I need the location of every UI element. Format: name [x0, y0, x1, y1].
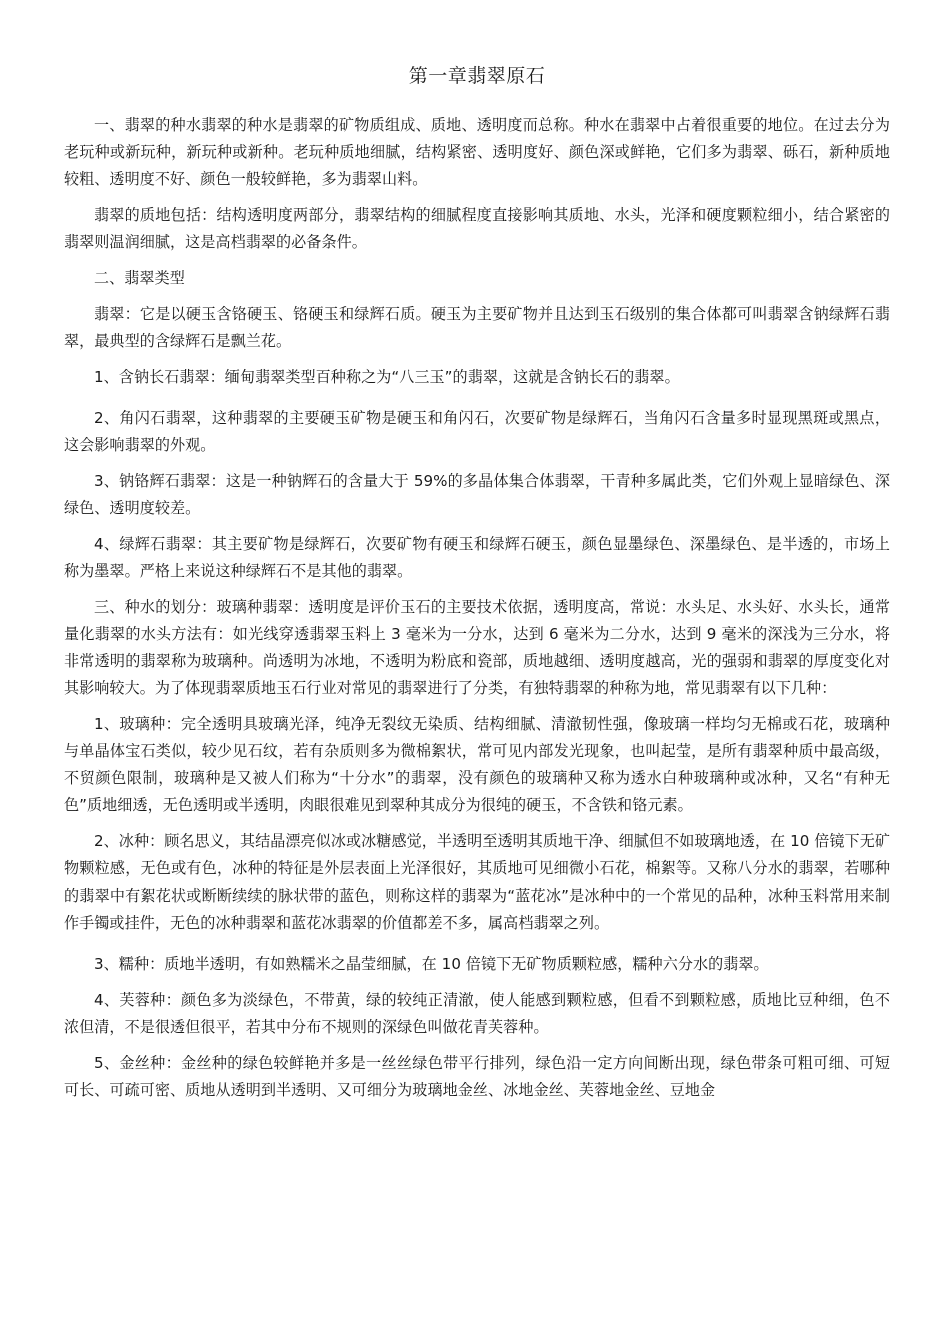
- list-item-gold-silk-type: 5、金丝种：金丝种的绿色较鲜艳并多是一丝丝绿色带平行排列，绿色沿一定方向间断出现，绿色带条可粗可细、可短可长、可疏可密、质地从透明到半透明、又可细分为玻璃地金丝、冰地金丝、芙蓉地金丝、豆地金: [64, 1053, 890, 1099]
- paragraph-jadeite-definition: 翡翠：它是以硬玉含铬硬玉、铬硬玉和绿辉石质。硬玉为主要矿物并且达到玉石级别的集合体都可叫翡翠含钠绿辉石翡翠，最典型的含绿辉石是飘兰花。: [64, 304, 890, 350]
- list-item-ice-type: 2、冰种：顾名思义，其结晶漂亮似冰或冰糖感觉，半透明至透明其质地干净、细腻但不如玻璃地透，在 10 倍镜下无矿物颗粒感，无色或有色，冰种的特征是外层表面上光泽很好，其质地可见细微小石花，棉絮等。又称八分水的翡翠，若哪种的翡翠中有絮花状或断断续续的脉状带的蓝色，则称这样的翡翠为“蓝花冰”是冰种中的一个常见的品种，冰种玉料常用来制作手镯或挂件，无色的冰种翡翠和蓝花冰翡翠的价值都差不多，属高档翡翠之列。: [64, 832, 890, 932]
- list-item-amphibole-jadeite: 2、角闪石翡翠，这种翡翠的主要硬玉矿物是硬玉和角闪石，次要矿物是绿辉石，当角闪石含量多时显现黑斑或黑点，这会影响翡翠的外观。: [64, 408, 890, 455]
- list-item-glass-type: 1、玻璃种：完全透明具玻璃光泽，纯净无裂纹无染质、结构细腻、清澈韧性强，像玻璃一样均匀无棉或石花，玻璃种与单晶体宝石类似，较少见石纹，若有杂质则多为微棉絮状，常可见内部发光现象，也叫起莹，是所有翡翠种质中最高级，不贸颜色限制，玻璃种是又被人们称为“十分水”的翡翠，没有颜色的玻璃种又称为透水白种玻璃种或冰种，又名“有种无色”质地细透，无色透明或半透明，肉眼很难见到翠种其成分为很纯的硬玉，不含铁和铬元素。: [64, 714, 890, 815]
- list-item-kosmochlor-jadeite: 3、钠铬辉石翡翠：这是一种钠辉石的含量大于 59%的多晶体集合体翡翠，干青种多属此类，它们外观上显暗绿色、深绿色、透明度较差。: [64, 471, 890, 517]
- document-title: 第一章翡翠原石: [408, 65, 546, 87]
- list-item-albite-jadeite: 1、含钠长石翡翠：缅甸翡翠类型百种称之为“八三玉”的翡翠，这就是含钠长石的翡翠。: [94, 367, 680, 386]
- list-item-omphacite-jadeite: 4、绿辉石翡翠：其主要矿物是绿辉石，次要矿物有硬玉和绿辉石硬玉，颜色显墨绿色、深墨绿色、是半透的，市场上称为墨翠。严格上来说这种绿辉石不是其他的翡翠。: [64, 534, 890, 580]
- document-page: [64, 62, 890, 1113]
- section-heading-types: 二、翡翠类型: [94, 269, 185, 288]
- list-item-glutinous-type: 3、糯种：质地半透明，有如熟糯米之晶莹细腻，在 10 倍镜下无矿物质颗粒感，糯种六分水的翡翠。: [94, 954, 769, 973]
- paragraph-seed-water: 一、翡翠的种水翡翠的种水是翡翠的矿物质组成、质地、透明度而总称。种水在翡翠中占着很重要的地位。在过去分为老玩种或新玩种，新玩种或新种。老玩种质地细腻，结构紧密、透明度好、颜色深或鲜艳，它们多为翡翠、砾石，新种质地较粗、透明度不好、颜色一般较鲜艳，多为翡翠山料。: [64, 116, 890, 189]
- list-item-hibiscus-type: 4、芙蓉种：颜色多为淡绿色，不带黄，绿的较纯正清澈，使人能感到颗粒感，但看不到颗粒感，质地比豆种细，色不浓但清，不是很透但很平，若其中分布不规则的深绿色叫做花青芙蓉种。: [64, 990, 890, 1036]
- paragraph-texture: 翡翠的质地包括：结构透明度两部分，翡翠结构的细腻程度直接影响其质地、水头，光泽和硬度颗粒细小，结合紧密的翡翠则温润细腻，这是高档翡翠的必备条件。: [64, 206, 890, 252]
- paragraph-water-grading: 三、种水的划分：玻璃种翡翠：透明度是评价玉石的主要技术依据，透明度高，常说：水头足、水头好、水头长，通常量化翡翠的水头方法有：如光线穿透翡翠玉料上 3 毫米为一分水，达到 6 毫米为二分水，达到 9 毫米的深浅为三分水，将非常透明的翡翠称为玻璃种。尚透明为冰地，不透明为粉底和瓷部，质地越细、透明度越高，光的强弱和翡翠的厚度变化对其影响较大。为了体现翡翠质地玉石行业对常见的翡翠进行了分类，有独特翡翠的种称为地，常见翡翠有以下几种：: [64, 597, 890, 698]
